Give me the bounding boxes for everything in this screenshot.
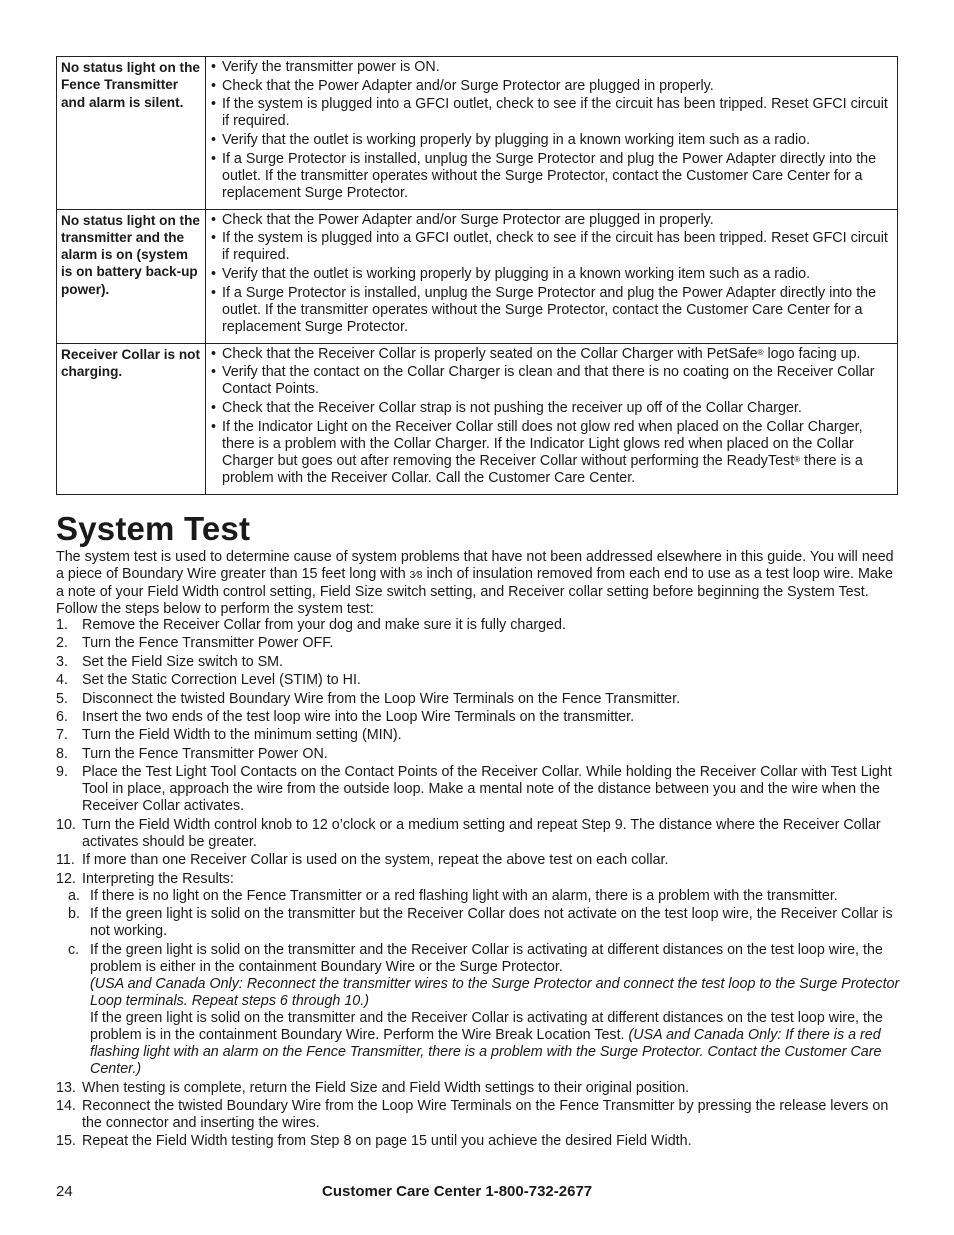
result-text: If the green light is solid on the transmitter and the Receiver Collar is activating at different distances on the test loop wire, the problem is either in the containment Boundary Wire or the Surge Protector. bbox=[90, 941, 883, 975]
step-number: 1. bbox=[56, 617, 68, 633]
solution-text: there is a problem with the Receiver Collar. Call the Customer Care Center. bbox=[222, 452, 863, 487]
section-heading: System Test bbox=[56, 510, 251, 547]
step-text: When testing is complete, return the Field Size and Field Width settings to their original position. bbox=[82, 1079, 690, 1096]
solution-item: • If the system is plugged into a GFCI outlet, check to see if the circuit has been tripped. Reset GFCI circuit if required. bbox=[210, 230, 893, 264]
step-text: Set the Static Correction Level (STIM) to HI. bbox=[82, 672, 361, 689]
solution-item: • Verify that the outlet is working properly by plugging in a known working item such as a radio. bbox=[210, 266, 893, 283]
result-letter: b. bbox=[68, 906, 80, 923]
step-item bbox=[56, 746, 900, 763]
solution-item bbox=[210, 346, 893, 363]
results-list bbox=[68, 887, 900, 1079]
step-item bbox=[56, 1133, 900, 1150]
step-item bbox=[56, 817, 900, 851]
step-number: 12. bbox=[56, 870, 76, 887]
step-text: Insert the two ends of the test loop wire into the Loop Wire Terminals on the transmitter. bbox=[82, 708, 635, 725]
solution-item bbox=[210, 419, 893, 488]
step-item bbox=[56, 727, 900, 744]
step-number: 3. bbox=[56, 653, 68, 670]
step-text: Turn the Fence Transmitter Power OFF. bbox=[82, 635, 334, 652]
step-number: 15. bbox=[56, 1133, 76, 1150]
solution-item: • Check that the Power Adapter and/or Surge Protector are plugged in properly. bbox=[210, 212, 893, 229]
solution-item: • If the system is plugged into a GFCI outlet, check to see if the circuit has been tripped. Reset GFCI circuit if required. bbox=[210, 96, 893, 130]
step-number: 7. bbox=[56, 727, 68, 744]
step-number: 6. bbox=[56, 708, 68, 725]
solution-item: • Check that the Power Adapter and/or Surge Protector are plugged in properly. bbox=[210, 78, 893, 95]
solution-item: • Verify the transmitter power is ON. bbox=[210, 59, 893, 76]
steps-list bbox=[56, 617, 900, 1152]
step-item bbox=[56, 672, 900, 689]
fraction: 3⁄8 bbox=[409, 570, 423, 582]
step-text: Remove the Receiver Collar from your dog and make sure it is fully charged. bbox=[82, 617, 566, 633]
intro-text: The system test is used to determine cause of system problems that have not been addressed elsewhere in this guide. You will need a piece of Boundary Wire greater than 15 feet long with bbox=[56, 549, 894, 583]
step-number: 13. bbox=[56, 1079, 76, 1096]
result-text: If there is no light on the Fence Transmitter or a red flashing light with an alarm, there is a problem with the transmitter. bbox=[90, 887, 838, 904]
table-row bbox=[57, 209, 898, 343]
region-note: (USA and Canada Only: If there is a red flashing light with an alarm on the Fence Transmitter, there is a problem with the Surge Protector. Contact the Customer Care Center.) bbox=[90, 1027, 882, 1078]
intro-paragraph bbox=[56, 549, 898, 618]
page-number: 24 bbox=[56, 1183, 73, 1200]
solutions-cell bbox=[206, 343, 898, 494]
solution-item: • If a Surge Protector is installed, unplug the Surge Protector and plug the Power Adapter directly into the outlet. If the transmitter operates without the Surge Protector, contact the Customer Care Center for a replacement Surge Protector. bbox=[210, 151, 893, 203]
step-text: Reconnect the twisted Boundary Wire from the Loop Wire Terminals on the Fence Transmitter by pressing the release levers on the connector and inserting the wires. bbox=[82, 1097, 889, 1132]
intro-text: inch of insulation removed from each end to use as a test loop wire. Make a note of your Field Width control setting, Field Size switch setting, and Receiver collar setting before beginning the System Test. Follow the steps below to perform the system test: bbox=[56, 566, 893, 618]
step-text: Place the Test Light Tool Contacts on the Contact Points of the Receiver Collar. While holding the Receiver Collar with Test Light Tool in place, approach the wire from the outside loop. Make a mental note of the distance between you and the wire when the Receiver Collar activates. bbox=[82, 764, 892, 815]
step-item bbox=[56, 852, 900, 869]
registered-mark: ® bbox=[757, 347, 764, 357]
problem-cell: No status light on the Fence Transmitter and alarm is silent. bbox=[57, 57, 206, 210]
step-item bbox=[56, 1098, 900, 1132]
result-letter: c. bbox=[68, 941, 80, 958]
step-text: Set the Field Size switch to SM. bbox=[82, 653, 284, 670]
solution-text: logo facing up. bbox=[763, 345, 861, 362]
step-text: Turn the Field Width control knob to 12 o’clock or a medium setting and repeat Step 9. The distance where the Receiver Collar activates should be greater. bbox=[82, 816, 881, 850]
result-item bbox=[62, 906, 900, 940]
table-row bbox=[57, 343, 898, 494]
solutions-cell bbox=[206, 209, 898, 343]
solutions-list bbox=[210, 212, 893, 337]
step-number: 5. bbox=[56, 690, 68, 707]
registered-mark: ® bbox=[794, 454, 801, 464]
step-number: 9. bbox=[56, 764, 68, 781]
step-number: 10. bbox=[56, 816, 76, 833]
step-number: 8. bbox=[56, 745, 68, 762]
troubleshooting-table bbox=[56, 56, 898, 495]
step-item bbox=[56, 764, 900, 815]
problem-cell: Receiver Collar is not charging. bbox=[57, 343, 206, 494]
region-note: (USA and Canada Only: Reconnect the transmitter wires to the Surge Protector and connect the test loop to the Surge Protector Loop terminals. Repeat steps 6 through 10.) bbox=[90, 975, 900, 1009]
solution-item: • If a Surge Protector is installed, unplug the Surge Protector and plug the Power Adapter directly into the outlet. If the transmitter operates without the Surge Protector, contact the Customer Care Center for a replacement Surge Protector. bbox=[210, 285, 893, 337]
step-text: Interpreting the Results: bbox=[82, 870, 234, 887]
solution-item: • Verify that the outlet is working properly by plugging in a known working item such as a radio. bbox=[210, 132, 893, 149]
step-item bbox=[56, 691, 900, 708]
solution-item: • Verify that the contact on the Collar Charger is clean and that there is no coating on the Receiver Collar Contact Points. bbox=[210, 364, 893, 398]
customer-care-footer: Customer Care Center 1-800-732-2677 bbox=[322, 1183, 593, 1200]
step-item bbox=[56, 1080, 900, 1097]
step-item bbox=[56, 635, 900, 652]
solutions-list bbox=[210, 59, 893, 202]
result-letter: a. bbox=[68, 887, 80, 904]
step-text: Turn the Fence Transmitter Power ON. bbox=[82, 745, 328, 762]
step-text: Repeat the Field Width testing from Step 8 on page 15 until you achieve the desired Field Width. bbox=[82, 1133, 692, 1150]
solution-item: • Check that the Receiver Collar strap is not pushing the receiver up off of the Collar Charger. bbox=[210, 400, 893, 417]
step-item bbox=[56, 617, 900, 634]
step-text: Disconnect the twisted Boundary Wire from the Loop Wire Terminals on the Fence Transmitter. bbox=[82, 690, 681, 707]
step-item bbox=[56, 871, 900, 1079]
step-number: 4. bbox=[56, 672, 68, 689]
result-text: If the green light is solid on the transmitter but the Receiver Collar does not activate on the test loop wire, the Receiver Collar is not working. bbox=[90, 906, 893, 940]
solution-text: If the Indicator Light on the Receiver Collar still does not glow red when placed on the Collar Charger, there is a problem with the Collar Charger. If the Indicator Light glows red when placed on the Collar Charger but goes out after removing the Receiver Collar without performing the ReadyTest bbox=[222, 418, 863, 469]
result-item bbox=[62, 888, 900, 905]
step-number: 2. bbox=[56, 635, 68, 652]
step-text: If more than one Receiver Collar is used on the system, repeat the above test on each collar. bbox=[82, 852, 669, 869]
step-text: Turn the Field Width to the minimum setting (MIN). bbox=[82, 727, 402, 744]
solutions-cell bbox=[206, 57, 898, 210]
solution-text: Check that the Receiver Collar is properly seated on the Collar Charger with PetSafe bbox=[222, 345, 758, 362]
step-number: 14. bbox=[56, 1097, 76, 1114]
problem-cell: No status light on the transmitter and the alarm is on (system is on battery back-up power). bbox=[57, 209, 206, 343]
step-item bbox=[56, 654, 900, 671]
solutions-list bbox=[210, 346, 893, 488]
table-row bbox=[57, 57, 898, 210]
result-item bbox=[62, 942, 900, 1079]
result-text: If the green light is solid on the transmitter and the Receiver Collar is activating at different distances on the test loop wire, the problem is in the containment Boundary Wire. Perform the Wire Break Location Test. bbox=[90, 1009, 883, 1044]
step-item bbox=[56, 709, 900, 726]
step-number: 11. bbox=[56, 852, 75, 869]
